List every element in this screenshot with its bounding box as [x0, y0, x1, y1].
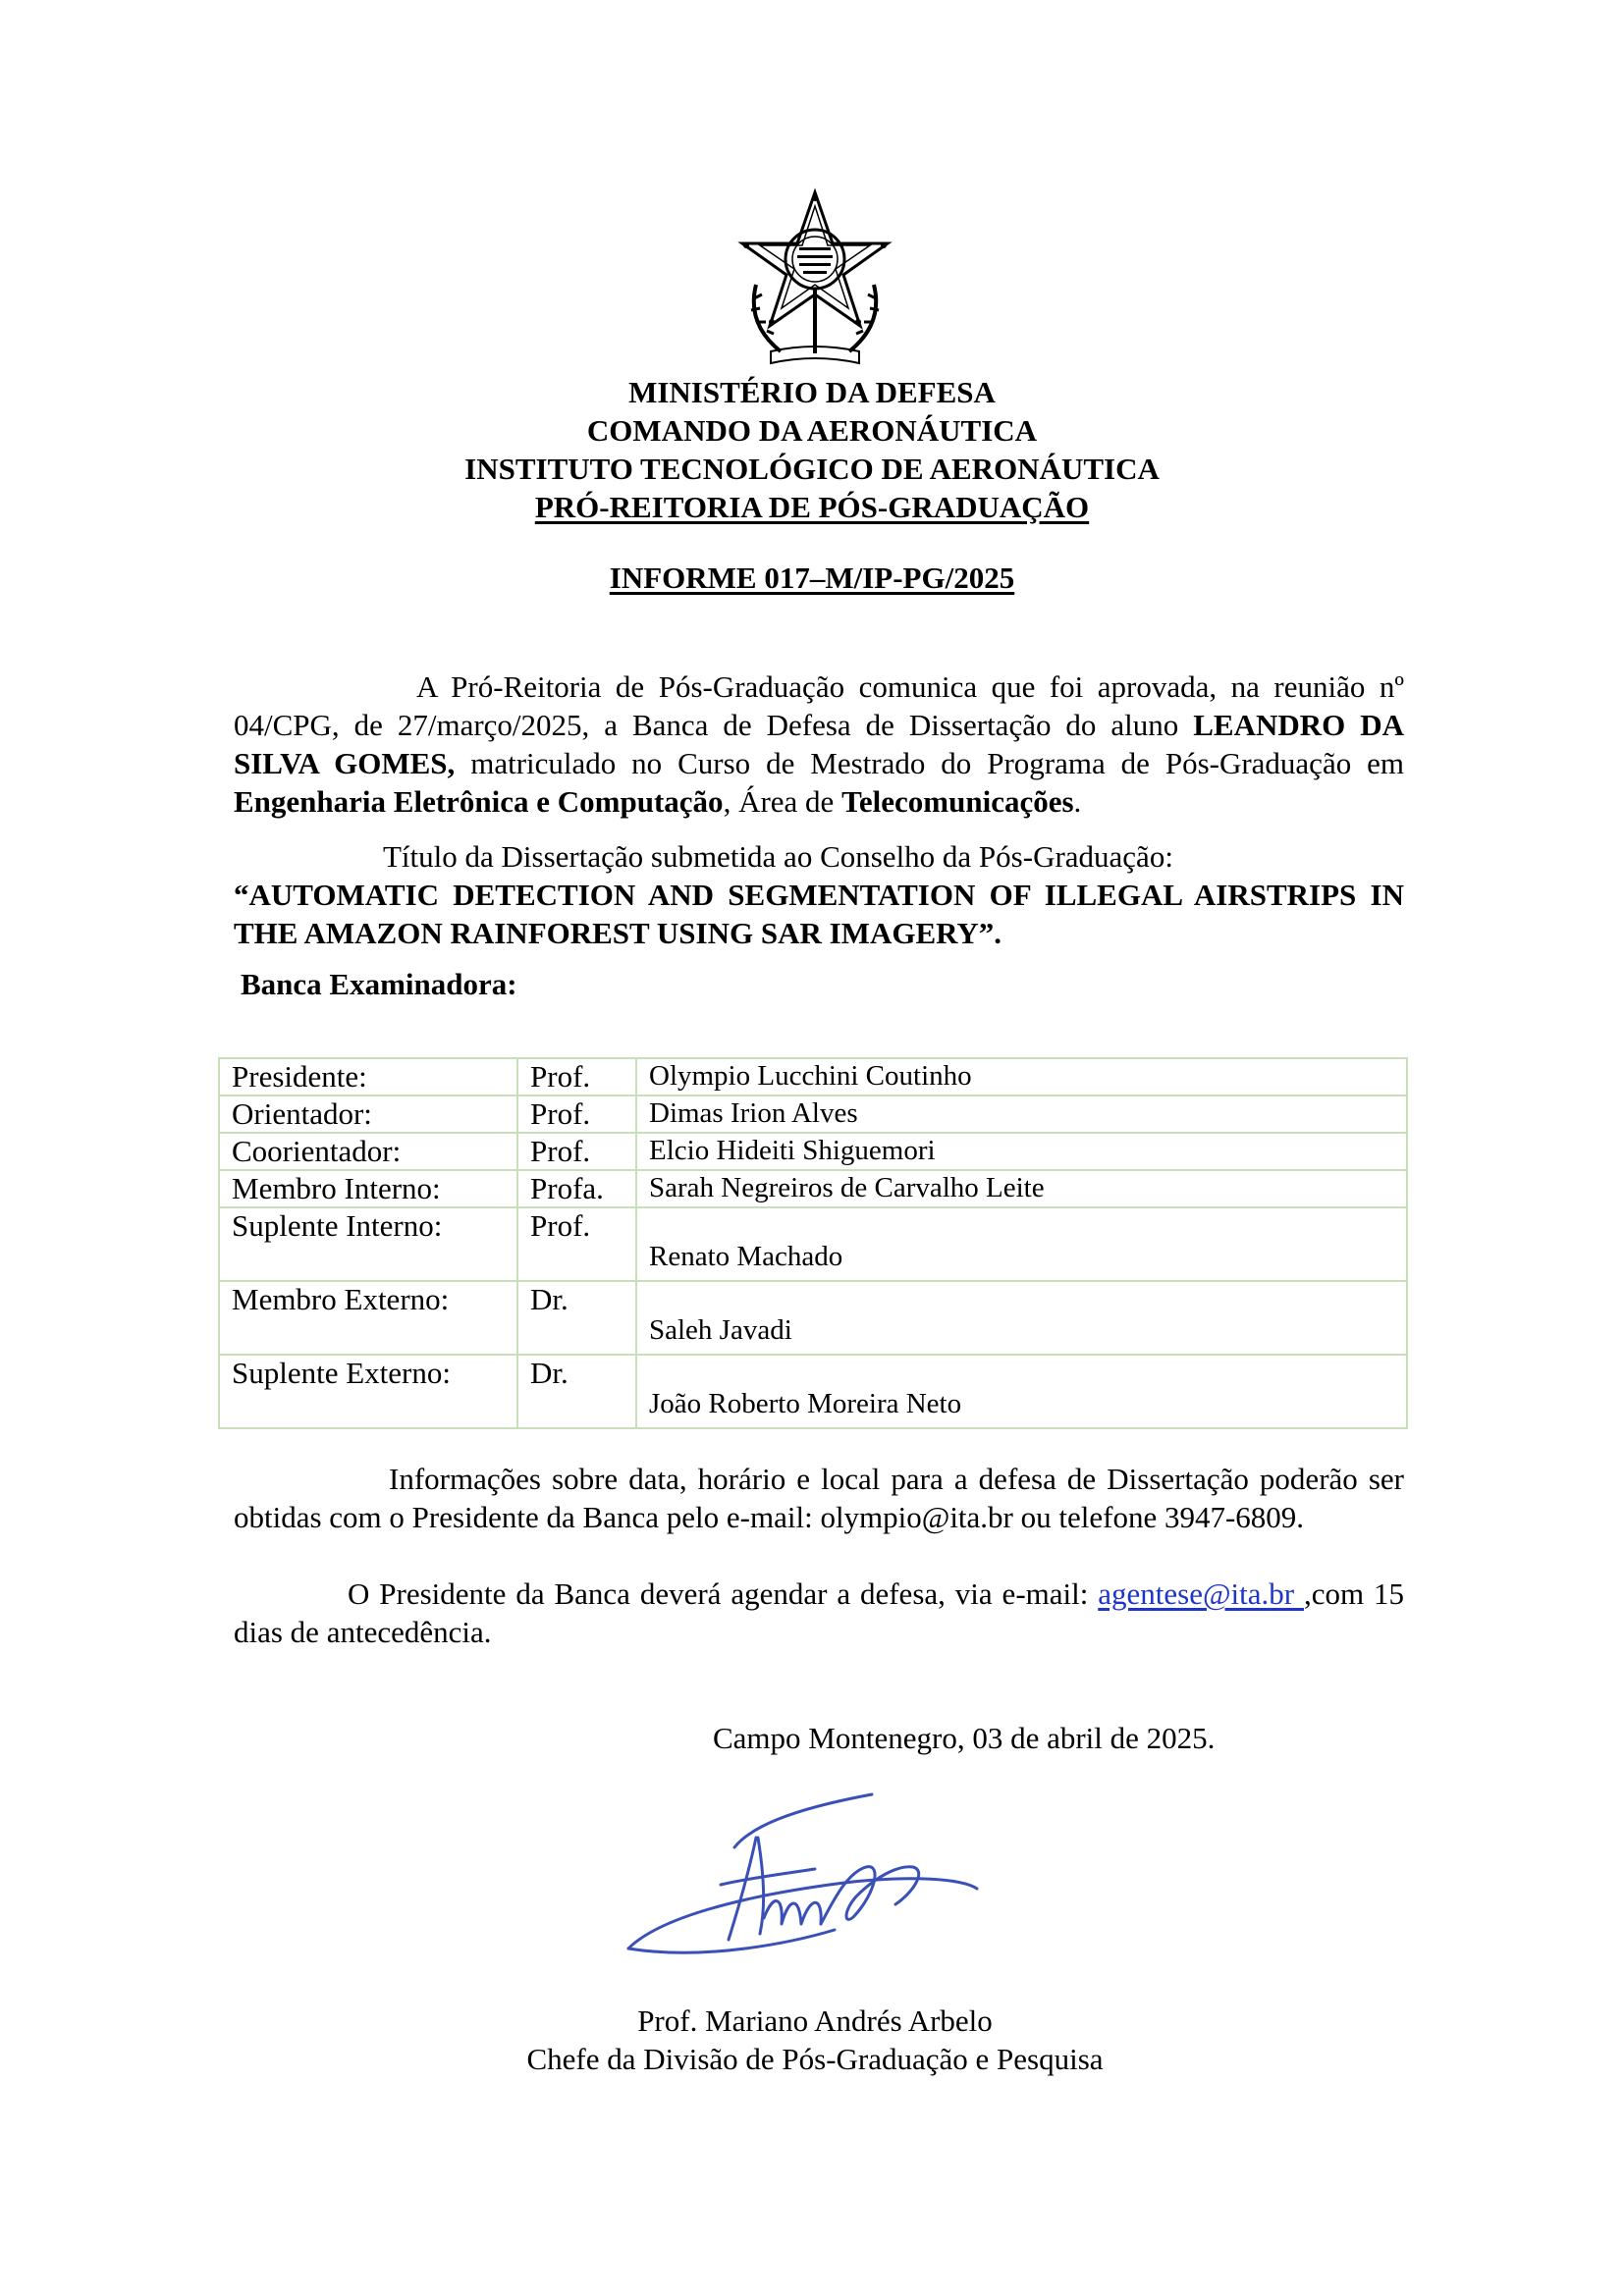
committee-title: Prof.: [517, 1133, 636, 1170]
committee-role: Membro Interno:: [219, 1170, 517, 1207]
student-name: LEANDRO DA SILVA GOMES,: [234, 708, 1404, 780]
committee-label: Banca Examinadora:: [241, 967, 517, 1001]
table-row: [219, 1058, 1407, 1095]
header-prorectorate: PRÓ-REITORIA DE PÓS-GRADUAÇÃO: [534, 490, 1090, 524]
announcement-paragraph: [234, 667, 1404, 821]
place-and-date: Campo Montenegro, 03 de abril de 2025.: [713, 1721, 1216, 1755]
signer-name: Prof. Mariano Andrés Arbelo: [637, 2003, 993, 2038]
committee-title: Prof.: [517, 1095, 636, 1133]
committee-title: Dr.: [517, 1281, 636, 1355]
committee-member-name: Elcio Hideiti Shiguemori: [636, 1133, 1407, 1170]
dissertation-title-label: Título da Dissertação submetida ao Conselho da Pós-Graduação:: [383, 839, 1173, 874]
contact-paragraph: [234, 1460, 1404, 1536]
committee-role: Coorientador:: [219, 1133, 517, 1170]
table-row: [219, 1207, 1407, 1281]
table-row: [219, 1170, 1407, 1207]
para3-text-a: Informações sobre data, horário e local para a defesa de Dissertação poderão ser obtidas com o Presidente da Banca pelo e-mail:: [234, 1462, 1404, 1534]
committee-table: [218, 1057, 1408, 1429]
dissertation-title-block: [234, 837, 1404, 952]
committee-title: Profa.: [517, 1170, 636, 1207]
president-email: olympio@ita.br: [820, 1500, 1013, 1534]
committee-title: Prof.: [517, 1207, 636, 1281]
agentese-email-link[interactable]: agentese@ita.br: [1098, 1576, 1304, 1611]
para1-text-d: .: [1073, 784, 1082, 819]
dissertation-title: “AUTOMATIC DETECTION AND SEGMENTATION OF ILLEGAL AIRSTRIPS IN THE AMAZON RAINFOREST USING SAR IMAGERY”.: [234, 878, 1404, 950]
para1-text-a: A Pró-Reitoria de Pós-Graduação comunica que foi aprovada, na reunião nº 04/CPG, de 27/março/2025, a Banca de Defesa de Dissertação do aluno: [234, 669, 1404, 742]
committee-member-name: Saleh Javadi: [636, 1281, 1407, 1355]
signer-position: Chefe da Divisão de Pós-Graduação e Pesquisa: [526, 2042, 1104, 2076]
committee-member-name: Renato Machado: [636, 1207, 1407, 1281]
table-row: [219, 1355, 1407, 1428]
header-command: COMANDO DA AERONÁUTICA: [586, 413, 1038, 448]
para1-text-b: matriculado no Curso de Mestrado do Programa de Pós-Graduação em: [455, 746, 1404, 780]
table-row: [219, 1281, 1407, 1355]
para3-text-b: ou telefone 3947-6809.: [1012, 1500, 1305, 1534]
para1-text-c: , Área de: [723, 784, 842, 819]
brazil-coat-of-arms-icon: [727, 187, 903, 368]
para4-text-a: O Presidente da Banca deverá agendar a defesa, via e-mail:: [348, 1576, 1099, 1611]
header-institute: INSTITUTO TECNOLÓGICO DE AERONÁUTICA: [464, 452, 1160, 486]
signer-block: [0, 2002, 1624, 2078]
committee-member-name: Dimas Irion Alves: [636, 1095, 1407, 1133]
program-name: Engenharia Eletrônica e Computação: [234, 784, 724, 819]
committee-role: Membro Externo:: [219, 1281, 517, 1355]
committee-title: Prof.: [517, 1058, 636, 1095]
institution-header: [0, 373, 1624, 526]
committee-title: Dr.: [517, 1355, 636, 1428]
committee-role: Presidente:: [219, 1058, 517, 1095]
committee-role: Suplente Externo:: [219, 1355, 517, 1428]
informe-number: INFORME 017–M/IP-PG/2025: [609, 561, 1015, 595]
committee-role: Orientador:: [219, 1095, 517, 1133]
committee-member-name: João Roberto Moreira Neto: [636, 1355, 1407, 1428]
handwritten-signature: [619, 1787, 992, 1968]
para4-text-b: ,com 15 dias de antecedência.: [234, 1576, 1404, 1649]
table-row: [219, 1133, 1407, 1170]
committee-role: Suplente Interno:: [219, 1207, 517, 1281]
table-row: [219, 1095, 1407, 1133]
header-ministry: MINISTÉRIO DA DEFESA: [628, 375, 996, 409]
committee-member-name: Sarah Negreiros de Carvalho Leite: [636, 1170, 1407, 1207]
scheduling-paragraph: [234, 1575, 1404, 1651]
area-name: Telecomunicações: [841, 784, 1074, 819]
committee-member-name: Olympio Lucchini Coutinho: [636, 1058, 1407, 1095]
